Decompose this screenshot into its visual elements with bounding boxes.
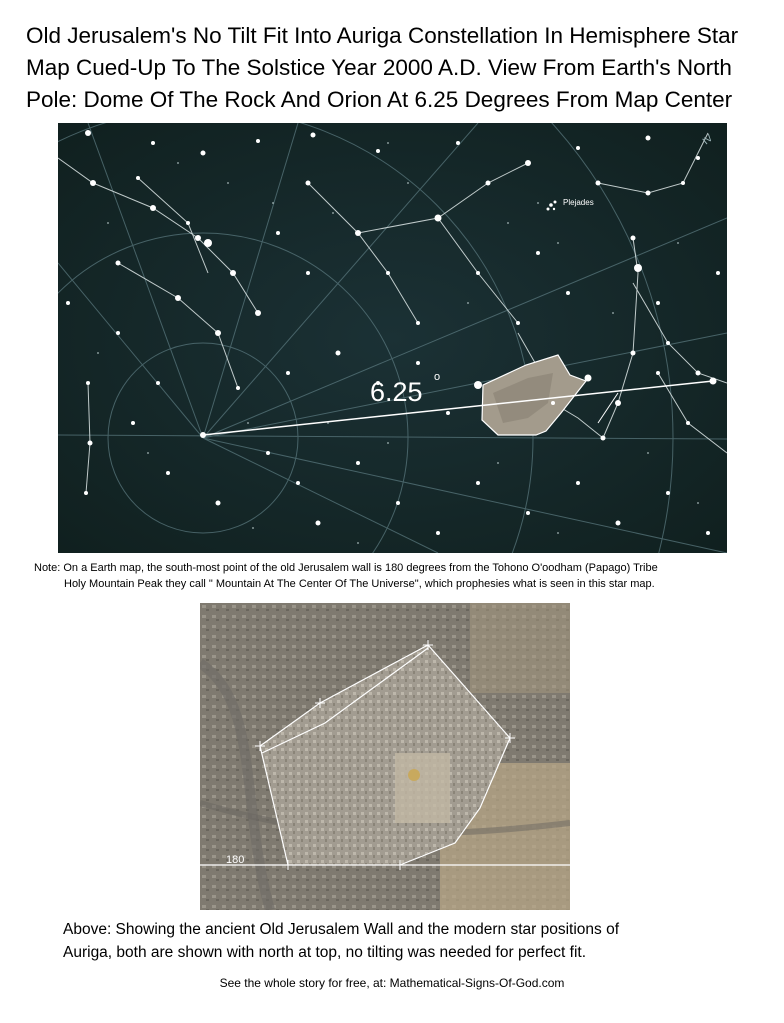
star-map-graphic <box>58 123 727 553</box>
note-line-2: Holy Mountain Peak they call " Mountain At The Center Of The Universe", which prophesies what is seen in this star map. <box>64 578 655 590</box>
sky-background <box>58 123 727 553</box>
star-map-image <box>58 123 727 553</box>
note-text <box>34 560 774 592</box>
footer-text: See the whole story for free, at: Mathematical-Signs-Of-God.com <box>219 976 565 990</box>
temple-mount <box>395 753 450 823</box>
title-line-1: Old Jerusalem's No Tilt Fit Into Auriga Constellation In Hemisphere Star <box>26 23 739 48</box>
caption-line-1: Above: Showing the ancient Old Jerusalem Wall and the modern star positions of <box>63 921 620 938</box>
angle-label: 6.25 <box>370 377 423 407</box>
page-title <box>26 20 766 116</box>
title-line-3: Pole: Dome Of The Rock And Orion At 6.25 Degrees From Map Center <box>26 87 733 112</box>
note-line-1: Note: On a Earth map, the south-most point of the old Jerusalem wall is 180 degrees from the Tohono O'oodham (Papago) Tribe <box>34 562 658 574</box>
corner-label: IV <box>700 132 716 148</box>
degree-label-180: 180 <box>226 854 245 866</box>
degree-symbol: o <box>434 371 441 383</box>
caption-text <box>63 918 763 964</box>
caption-line-2: Auriga, both are shown with north at top, no tilting was needed for perfect fit. <box>63 944 586 961</box>
aerial-photo-graphic <box>200 603 570 910</box>
pleiades-label: Plejades <box>563 198 594 207</box>
dome-of-the-rock <box>408 769 420 781</box>
title-line-2: Map Cued-Up To The Solstice Year 2000 A.D. View From Earth's North <box>26 55 732 80</box>
aerial-photo-image <box>200 603 570 910</box>
